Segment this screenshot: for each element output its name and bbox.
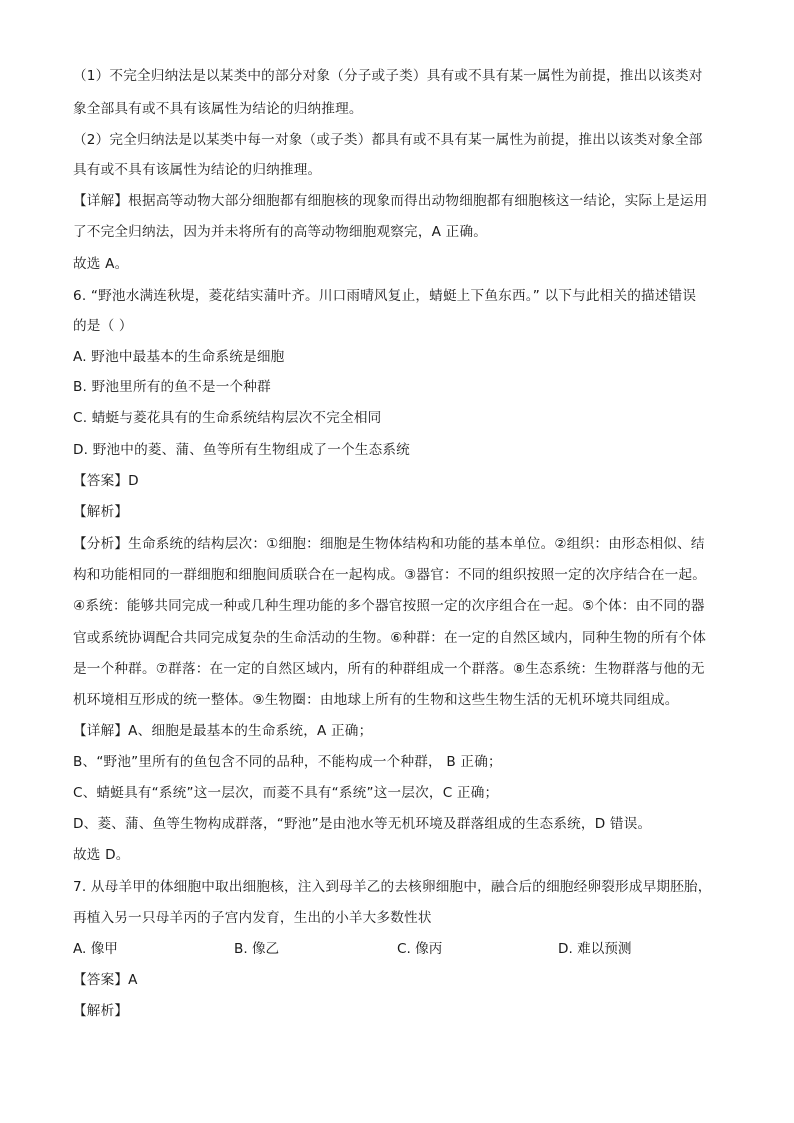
text-line: 故选 A。 [73,256,129,272]
option-b: B. 野池里所有的鱼不是一个种群 [73,379,271,395]
analysis-label: 【解析】 [73,1003,129,1019]
answer-label: 【答案】A [73,972,138,988]
text-line: 官或系统协调配合共同完成复杂的生命活动的生物。⑥种群：在一定的自然区域内，同种生物的所有个体 [73,630,707,646]
text-line: （1）不完全归纳法是以某类中的部分对象（分子或子类）具有或不具有某一属性为前提，推出以该类对 [73,68,703,84]
text-line: 是一个种群。⑦群落：在一定的自然区域内，所有的种群组成一个群落。⑧生态系统：生物群落与他的无 [73,661,705,677]
option-a: A. 野池中最基本的生命系统是细胞 [73,349,285,365]
option-d: D. 野池中的菱、蒲、鱼等所有生物组成了一个生态系统 [73,442,410,458]
text-line: 【详解】根据高等动物大部分细胞都有细胞核的现象而得出动物细胞都有细胞核这一结论，实际上是运用 [73,193,708,209]
question-6-stem: 的是（ ） [73,318,133,334]
option-b: B. 像乙 [234,941,280,957]
text-line: C、蜻蜓具有“系统”这一层次，而菱不具有“系统”这一层次，C 正确； [73,785,499,801]
option-c: C. 像丙 [397,941,443,957]
text-line: 象全部具有或不具有该属性为结论的归纳推理。 [73,101,363,117]
question-7-options [73,939,753,959]
answer-label: 【答案】D [73,473,139,489]
option-c: C. 蜻蜓与菱花具有的生命系统结构层次不完全相同 [73,410,382,426]
question-6-stem: 6. “野池水满连秋堤，菱花结实蒲叶齐。川口雨晴风复止，蜻蜓上下鱼东西。” 以下与此相关的描述错误 [73,288,697,304]
text-line: 【分析】生命系统的结构层次：①细胞：细胞是生物体结构和功能的基本单位。②组织：由形态相似、结 [73,536,705,552]
question-7-stem: 7. 从母羊甲的体细胞中取出细胞核，注入到母羊乙的去核卵细胞中，融合后的细胞经卵裂形成早期胚胎， [73,879,712,895]
text-line: 【详解】A、细胞是最基本的生命系统，A 正确； [73,723,373,739]
text-line: 了不完全归纳法，因为并未将所有的高等动物细胞观察完，A 正确。 [73,224,488,240]
text-line: 具有或不具有该属性为结论的归纳推理。 [73,162,322,178]
text-line: 故选 D。 [73,847,130,863]
text-line: 机环境相互形成的统一整体。⑨生物圈：由地球上所有的生物和这些生物生活的无机环境共同组成。 [73,692,679,708]
text-line: B、“野池”里所有的鱼包含不同的品种，不能构成一个种群， B 正确； [73,754,502,770]
text-line: 构和功能相同的一群细胞和细胞间质联合在一起构成。③器官：不同的组织按照一定的次序结合在一起。 [73,567,707,583]
text-line: ④系统：能够共同完成一种或几种生理功能的多个器官按照一定的次序组合在一起。⑤个体：由不同的器 [73,598,705,614]
option-a: A. 像甲 [73,941,118,957]
text-line: D、菱、蒲、鱼等生物构成群落，“野池”是由池水等无机环境及群落组成的生态系统，D 错误。 [73,816,652,832]
analysis-label: 【解析】 [73,504,129,520]
option-d: D. 难以预测 [558,941,632,957]
question-7-stem: 再植入另一只母羊丙的子宫内发育，生出的小羊大多数性状 [73,910,432,926]
text-line: （2）完全归纳法是以某类中每一对象（或子类）都具有或不具有某一属性为前提，推出以该类对象全部 [73,132,703,148]
